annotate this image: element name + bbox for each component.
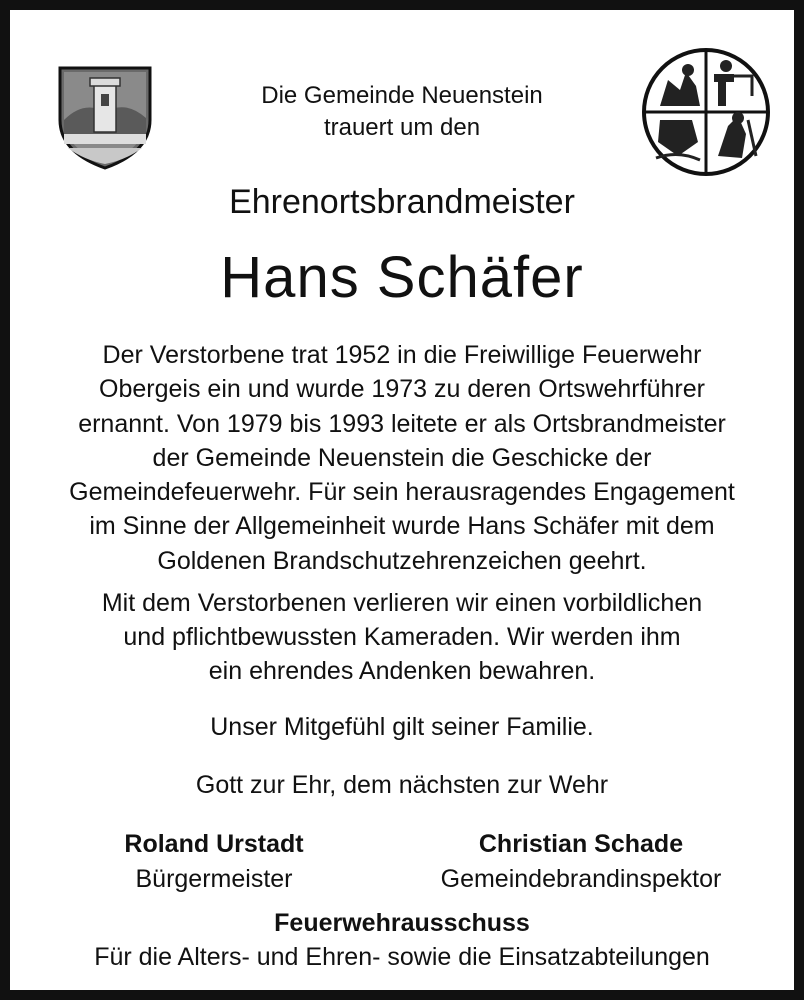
intro-text (30, 80, 774, 144)
sympathy-text: Unser Mitgefühl gilt seiner Familie. (210, 713, 594, 741)
signatory-title: Bürgermeister (135, 865, 293, 893)
paragraph-line: der Gemeinde Neuenstein die Geschicke der (152, 443, 652, 472)
paragraph-line: Goldenen Brandschutzehrenzeichen geehrt. (157, 546, 647, 575)
paragraph-line: Obergeis ein und wurde 1973 zu deren Ortswehrführer (99, 375, 705, 404)
tribute-paragraph (30, 586, 774, 688)
signatory-name: Roland Urstadt (124, 830, 304, 858)
deceased-name: Hans Schäfer (220, 245, 584, 310)
intro-line: Die Gemeinde Neuenstein (261, 82, 543, 109)
committee-subtitle: Für die Alters- und Ehren- sowie die Einsatzabteilungen (94, 943, 710, 971)
biography-paragraph (30, 338, 774, 578)
committee-name: Feuerwehrausschuss (274, 909, 530, 937)
paragraph-line: im Sinne der Allgemeinheit wurde Hans Schäfer mit dem (89, 512, 715, 541)
motto-text: Gott zur Ehr, dem nächsten zur Wehr (195, 771, 609, 799)
intro-line: trauert um den (323, 114, 481, 141)
paragraph-line: ernannt. Von 1979 bis 1993 leitete er als Ortsbrandmeister (78, 409, 726, 438)
signatory-name: Christian Schade (478, 830, 684, 858)
rank-title: Ehrenortsbrandmeister (229, 183, 575, 221)
paragraph-line: ein ehrendes Andenken bewahren. (208, 657, 596, 685)
committee-block (30, 906, 774, 974)
signatory-inspector (406, 826, 756, 896)
signatory-mayor (94, 826, 334, 896)
signatory-title: Gemeindebrandinspektor (440, 865, 722, 893)
paragraph-line: Gemeindefeuerwehr. Für sein herausragendes Engagement (69, 478, 735, 507)
paragraph-line: Der Verstorbene trat 1952 in die Freiwillige Feuerwehr (102, 341, 702, 369)
paragraph-line: Mit dem Verstorbenen verlieren wir einen vorbildlichen (101, 589, 703, 617)
paragraph-line: und pflichtbewussten Kameraden. Wir werden ihm (123, 623, 681, 651)
